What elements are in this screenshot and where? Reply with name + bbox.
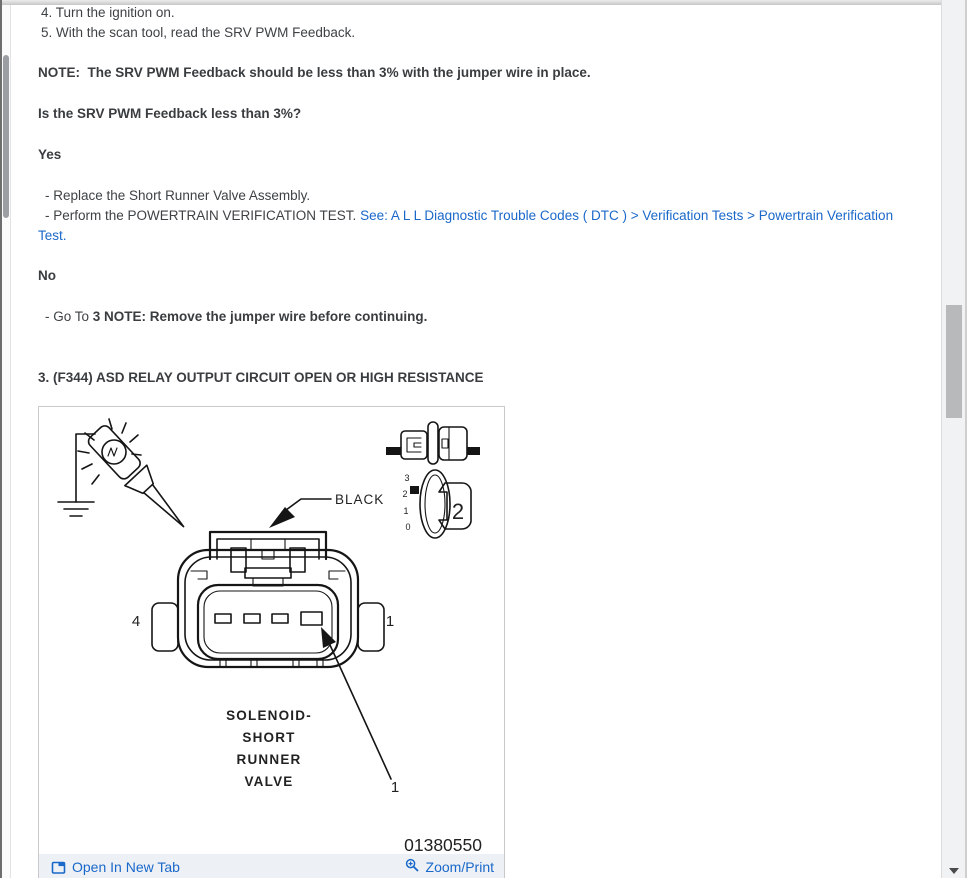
svg-text:RUNNER: RUNNER — [236, 752, 302, 767]
note-text: NOTE: The SRV PWM Feedback should be less than 3% with the jumper wire in place. — [38, 65, 591, 80]
scroll-down-arrow[interactable] — [949, 868, 959, 874]
step-item: 5. With the scan tool, read the SRV PWM Feedback. — [41, 25, 356, 40]
connector-side-view-icon — [386, 422, 480, 464]
top-edge-strip — [2, 0, 941, 5]
svg-text:1: 1 — [403, 506, 409, 516]
see-dtc-link[interactable]: See: A L L Diagnostic Trouble Codes ( DTC ) > Verification Tests > Powertrain Verification Test. — [38, 208, 894, 243]
zoom-print-link[interactable] — [405, 857, 494, 877]
svg-text:SHORT: SHORT — [242, 730, 296, 745]
figure-number: 01380550 — [404, 835, 482, 854]
step-item: 4. Turn the ignition on. — [41, 5, 175, 20]
list-item: - Replace the Short Runner Valve Assembly. — [45, 188, 311, 203]
pin-1-label: 1 — [385, 613, 395, 630]
goto-target-text: 3 NOTE: Remove the jumper wire before continuing. — [92, 309, 428, 324]
black-wire-callout — [269, 492, 384, 528]
vertical-scrollbar[interactable] — [941, 0, 967, 878]
list-item-text: - Perform the POWERTRAIN VERIFICATION TEST. — [45, 208, 361, 223]
test-light-icon — [58, 419, 195, 537]
scrollbar-thumb[interactable] — [946, 305, 962, 418]
no-label: No — [38, 268, 56, 283]
svg-text:BLACK: BLACK — [335, 492, 385, 507]
goto-text: - Go To — [45, 309, 93, 324]
list-item — [38, 206, 918, 246]
figure-box — [38, 406, 505, 878]
svg-text:VALVE: VALVE — [244, 774, 294, 789]
svg-text:3: 3 — [404, 473, 410, 483]
section-3-heading: 3. (F344) ASD RELAY OUTPUT CIRCUIT OPEN OR HIGH RESISTANCE — [38, 370, 484, 385]
svg-text:2: 2 — [402, 489, 408, 499]
list-item — [38, 307, 918, 327]
question-text: Is the SRV PWM Feedback less than 3%? — [38, 106, 302, 121]
connector-front-view — [152, 532, 384, 667]
connector-diagram-image — [39, 407, 504, 854]
svg-text:0: 0 — [405, 522, 411, 532]
yes-label: Yes — [38, 147, 62, 162]
open-in-new-tab-icon — [51, 860, 66, 875]
arrow-pin-number: 1 — [390, 779, 400, 796]
svg-text:2: 2 — [451, 499, 465, 524]
figure-caption — [226, 708, 312, 789]
zoom-print-label: Zoom/Print — [425, 859, 494, 875]
zoom-magnifier-icon — [405, 858, 420, 873]
open-in-new-tab-link[interactable] — [51, 857, 180, 877]
pin-4-label: 4 — [131, 613, 141, 630]
figure-toolbar — [39, 854, 504, 878]
svg-text:SOLENOID-: SOLENOID- — [226, 708, 312, 723]
terminal-gauge-icon — [402, 470, 471, 538]
open-in-new-tab-label: Open In New Tab — [72, 859, 180, 875]
